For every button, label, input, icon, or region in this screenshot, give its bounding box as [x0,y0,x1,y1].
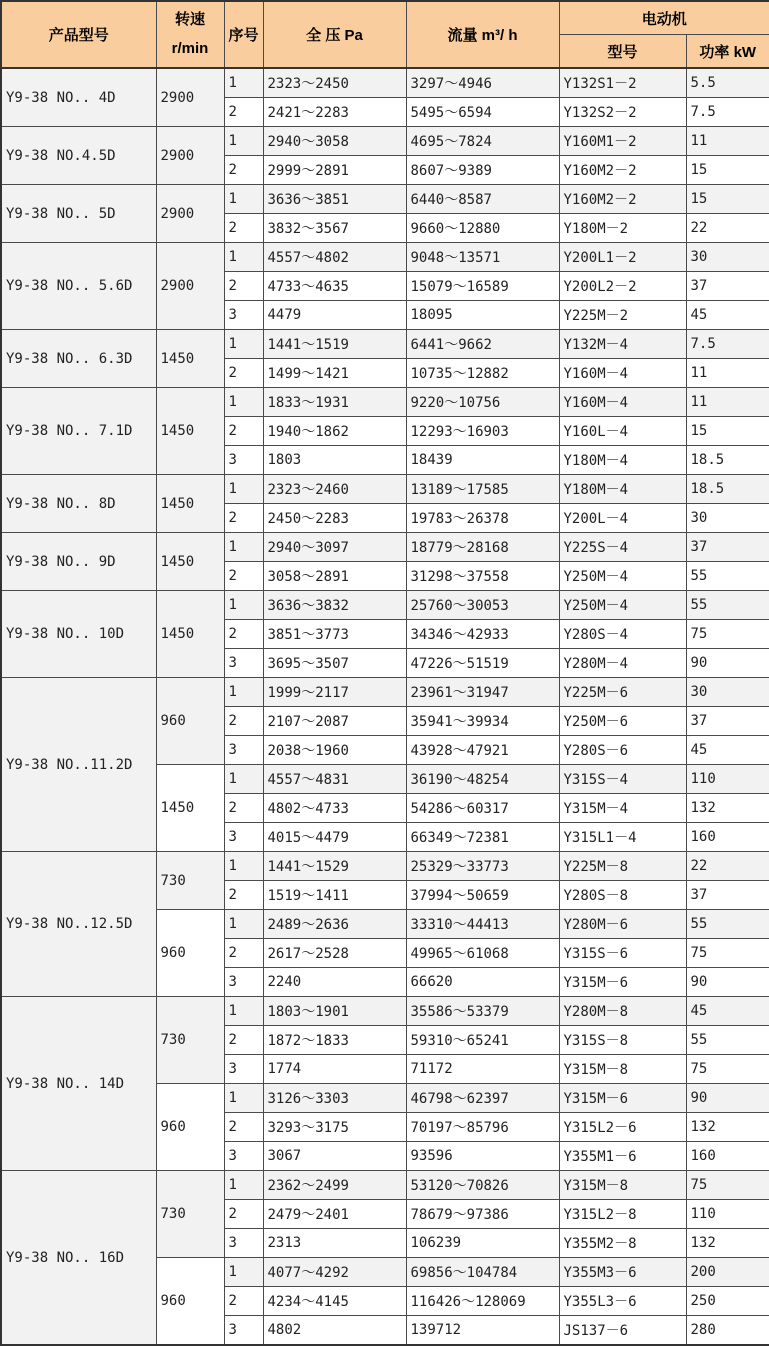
serial-cell: 1 [224,591,263,620]
table-row [1,68,769,98]
serial-cell: 1 [224,475,263,504]
col-header-serial: 序号 [224,1,263,68]
motor-power-cell: 37 [686,881,769,910]
product-model-cell: Y9-38 NO.. 8D [1,475,156,533]
flow-cell: 37994～50659 [406,881,559,910]
flow-cell: 70197～85796 [406,1113,559,1142]
motor-power-cell: 90 [686,1084,769,1113]
pressure-cell: 3695～3507 [263,649,406,678]
col-header-flow: 流量 m³/ h [406,1,559,68]
serial-cell: 2 [224,359,263,388]
serial-cell: 3 [224,736,263,765]
serial-cell: 2 [224,272,263,301]
pressure-cell: 4557～4831 [263,765,406,794]
pressure-cell: 4077～4292 [263,1258,406,1287]
pressure-cell: 4733～4635 [263,272,406,301]
motor-model-cell: Y132M－4 [559,330,686,359]
flow-cell: 9220～10756 [406,388,559,417]
col-header-motor-model: 型号 [559,35,686,69]
motor-power-cell: 90 [686,649,769,678]
pressure-cell: 1833～1931 [263,388,406,417]
pressure-cell: 2999～2891 [263,156,406,185]
speed-cell: 2900 [156,243,224,330]
motor-model-cell: Y160L－4 [559,417,686,446]
motor-power-cell: 22 [686,852,769,881]
col-header-motor-power: 功率 kW [686,35,769,69]
product-model-cell: Y9-38 NO.. 5.6D [1,243,156,330]
pressure-cell: 2362～2499 [263,1171,406,1200]
motor-model-cell: Y132S1－2 [559,68,686,98]
flow-cell: 35941～39934 [406,707,559,736]
motor-model-cell: Y200L1－2 [559,243,686,272]
speed-cell: 960 [156,1258,224,1346]
product-model-cell: Y9-38 NO.. 5D [1,185,156,243]
flow-cell: 4695～7824 [406,127,559,156]
table-row [1,475,769,504]
motor-power-cell: 15 [686,417,769,446]
pressure-cell: 1872～1833 [263,1026,406,1055]
speed-cell: 730 [156,852,224,910]
speed-cell: 1450 [156,330,224,388]
flow-cell: 18779～28168 [406,533,559,562]
product-model-cell: Y9-38 NO.. 9D [1,533,156,591]
serial-cell: 1 [224,852,263,881]
motor-power-cell: 110 [686,1200,769,1229]
serial-cell: 2 [224,214,263,243]
pressure-cell: 1441～1529 [263,852,406,881]
table-row [1,388,769,417]
serial-cell: 1 [224,997,263,1026]
motor-model-cell: Y225M－8 [559,852,686,881]
serial-cell: 2 [224,1200,263,1229]
product-model-cell: Y9-38 NO.. 10D [1,591,156,678]
serial-cell: 2 [224,620,263,649]
motor-model-cell: Y180M－4 [559,446,686,475]
table-row [1,185,769,214]
motor-model-cell: Y315L1－4 [559,823,686,852]
motor-model-cell: Y160M－4 [559,388,686,417]
motor-power-cell: 22 [686,214,769,243]
motor-power-cell: 45 [686,736,769,765]
serial-cell: 1 [224,127,263,156]
speed-cell: 730 [156,1171,224,1258]
table-row [1,1171,769,1200]
pressure-cell: 3851～3773 [263,620,406,649]
col-header-speed-label: 转速 [174,11,205,28]
pressure-cell: 1499～1421 [263,359,406,388]
flow-cell: 19783～26378 [406,504,559,533]
pressure-cell: 4802 [263,1316,406,1346]
flow-cell: 35586～53379 [406,997,559,1026]
table-row [1,852,769,881]
serial-cell: 2 [224,504,263,533]
flow-cell: 46798～62397 [406,1084,559,1113]
flow-cell: 9660～12880 [406,214,559,243]
pressure-cell: 2617～2528 [263,939,406,968]
motor-model-cell: Y160M－4 [559,359,686,388]
motor-power-cell: 132 [686,1113,769,1142]
motor-power-cell: 55 [686,591,769,620]
product-model-cell: Y9-38 NO..11.2D [1,678,156,852]
motor-power-cell: 11 [686,388,769,417]
serial-cell: 1 [224,68,263,98]
speed-cell: 960 [156,910,224,997]
serial-cell: 3 [224,1316,263,1346]
pressure-cell: 3293～3175 [263,1113,406,1142]
serial-cell: 1 [224,388,263,417]
motor-power-cell: 160 [686,1142,769,1171]
pressure-cell: 4015～4479 [263,823,406,852]
motor-power-cell: 75 [686,939,769,968]
serial-cell: 1 [224,533,263,562]
flow-cell: 116426～128069 [406,1287,559,1316]
table-row [1,678,769,707]
motor-power-cell: 5.5 [686,68,769,98]
motor-model-cell: Y160M1－2 [559,127,686,156]
table-row [1,533,769,562]
pressure-cell: 1999～2117 [263,678,406,707]
pressure-cell: 2940～3058 [263,127,406,156]
pressure-cell: 1803 [263,446,406,475]
motor-model-cell: Y315S－8 [559,1026,686,1055]
motor-power-cell: 75 [686,620,769,649]
flow-cell: 5495～6594 [406,98,559,127]
flow-cell: 71172 [406,1055,559,1084]
motor-power-cell: 37 [686,272,769,301]
speed-cell: 1450 [156,765,224,852]
serial-cell: 1 [224,1171,263,1200]
motor-power-cell: 30 [686,504,769,533]
product-model-cell: Y9-38 NO..12.5D [1,852,156,997]
speed-cell: 960 [156,1084,224,1171]
motor-power-cell: 55 [686,562,769,591]
pressure-cell: 2107～2087 [263,707,406,736]
motor-power-cell: 55 [686,1026,769,1055]
serial-cell: 2 [224,98,263,127]
serial-cell: 3 [224,968,263,997]
motor-power-cell: 18.5 [686,475,769,504]
flow-cell: 10735～12882 [406,359,559,388]
motor-model-cell: Y132S2－2 [559,98,686,127]
table-row [1,330,769,359]
motor-model-cell: Y200L2－2 [559,272,686,301]
motor-power-cell: 7.5 [686,330,769,359]
serial-cell: 3 [224,446,263,475]
col-header-speed-unit: r/min [171,39,209,57]
pressure-cell: 1774 [263,1055,406,1084]
motor-power-cell: 30 [686,678,769,707]
flow-cell: 106239 [406,1229,559,1258]
motor-power-cell: 45 [686,301,769,330]
product-model-cell: Y9-38 NO.4.5D [1,127,156,185]
pressure-cell: 4479 [263,301,406,330]
motor-model-cell: Y280S－6 [559,736,686,765]
motor-power-cell: 200 [686,1258,769,1287]
serial-cell: 1 [224,678,263,707]
flow-cell: 34346～42933 [406,620,559,649]
serial-cell: 1 [224,910,263,939]
motor-model-cell: Y280S－8 [559,881,686,910]
flow-cell: 25760～30053 [406,591,559,620]
motor-model-cell: Y180M－2 [559,214,686,243]
motor-power-cell: 110 [686,765,769,794]
pressure-cell: 3126～3303 [263,1084,406,1113]
flow-cell: 12293～16903 [406,417,559,446]
serial-cell: 1 [224,243,263,272]
flow-cell: 13189～17585 [406,475,559,504]
motor-model-cell: Y280S－4 [559,620,686,649]
motor-model-cell: Y180M－4 [559,475,686,504]
motor-power-cell: 55 [686,910,769,939]
serial-cell: 2 [224,156,263,185]
flow-cell: 6441～9662 [406,330,559,359]
pressure-cell: 3636～3851 [263,185,406,214]
motor-model-cell: Y355L3－6 [559,1287,686,1316]
speed-cell: 1450 [156,591,224,678]
flow-cell: 33310～44413 [406,910,559,939]
motor-model-cell: Y250M－4 [559,562,686,591]
pressure-cell: 2479～2401 [263,1200,406,1229]
product-model-cell: Y9-38 NO.. 6.3D [1,330,156,388]
motor-model-cell: Y250M－6 [559,707,686,736]
speed-cell: 730 [156,997,224,1084]
flow-cell: 43928～47921 [406,736,559,765]
col-header-product-model: 产品型号 [1,1,156,68]
flow-cell: 15079～16589 [406,272,559,301]
pressure-cell: 2489～2636 [263,910,406,939]
speed-cell: 2900 [156,68,224,127]
serial-cell: 3 [224,301,263,330]
motor-power-cell: 11 [686,127,769,156]
motor-power-cell: 37 [686,533,769,562]
serial-cell: 2 [224,939,263,968]
flow-cell: 59310～65241 [406,1026,559,1055]
pressure-cell: 1940～1862 [263,417,406,446]
pressure-cell: 4234～4145 [263,1287,406,1316]
flow-cell: 53120～70826 [406,1171,559,1200]
pressure-cell: 2450～2283 [263,504,406,533]
flow-cell: 78679～97386 [406,1200,559,1229]
motor-model-cell: Y160M2－2 [559,185,686,214]
pressure-cell: 3832～3567 [263,214,406,243]
pressure-cell: 4557～4802 [263,243,406,272]
pressure-cell: 4802～4733 [263,794,406,823]
pressure-cell: 1519～1411 [263,881,406,910]
serial-cell: 1 [224,765,263,794]
speed-cell: 960 [156,678,224,765]
motor-model-cell: Y315L2－8 [559,1200,686,1229]
motor-power-cell: 160 [686,823,769,852]
serial-cell: 3 [224,649,263,678]
motor-model-cell: Y315M－4 [559,794,686,823]
flow-cell: 9048～13571 [406,243,559,272]
serial-cell: 2 [224,1113,263,1142]
motor-model-cell: JS137－6 [559,1316,686,1346]
flow-cell: 3297～4946 [406,68,559,98]
motor-model-cell: Y355M2－8 [559,1229,686,1258]
motor-model-cell: Y160M2－2 [559,156,686,185]
table-row [1,127,769,156]
motor-model-cell: Y355M3－6 [559,1258,686,1287]
pressure-cell: 3067 [263,1142,406,1171]
motor-power-cell: 75 [686,1171,769,1200]
product-model-cell: Y9-38 NO.. 14D [1,997,156,1171]
motor-model-cell: Y315S－6 [559,939,686,968]
serial-cell: 3 [224,1142,263,1171]
serial-cell: 2 [224,707,263,736]
speed-cell: 2900 [156,127,224,185]
motor-model-cell: Y225M－6 [559,678,686,707]
pressure-cell: 1803～1901 [263,997,406,1026]
pressure-cell: 2038～1960 [263,736,406,765]
pressure-cell: 2323～2450 [263,68,406,98]
flow-cell: 8607～9389 [406,156,559,185]
motor-power-cell: 7.5 [686,98,769,127]
pressure-cell: 2240 [263,968,406,997]
spec-table-body [1,68,769,1345]
col-header-motor: 电动机 [559,1,769,35]
serial-cell: 1 [224,1258,263,1287]
flow-cell: 66349～72381 [406,823,559,852]
flow-cell: 25329～33773 [406,852,559,881]
table-header [1,1,769,68]
product-model-cell: Y9-38 NO.. 4D [1,68,156,127]
table-row [1,997,769,1026]
product-model-cell: Y9-38 NO.. 7.1D [1,388,156,475]
motor-power-cell: 132 [686,794,769,823]
col-header-speed [156,1,224,68]
motor-model-cell: Y315M－6 [559,968,686,997]
col-header-pressure: 全 压 Pa [263,1,406,68]
motor-power-cell: 280 [686,1316,769,1346]
motor-model-cell: Y355M1－6 [559,1142,686,1171]
serial-cell: 3 [224,1229,263,1258]
motor-power-cell: 75 [686,1055,769,1084]
motor-model-cell: Y225S－4 [559,533,686,562]
serial-cell: 1 [224,185,263,214]
pressure-cell: 1441～1519 [263,330,406,359]
serial-cell: 1 [224,330,263,359]
flow-cell: 49965～61068 [406,939,559,968]
motor-model-cell: Y315M－8 [559,1171,686,1200]
motor-power-cell: 132 [686,1229,769,1258]
motor-power-cell: 37 [686,707,769,736]
motor-model-cell: Y280M－6 [559,910,686,939]
pressure-cell: 3058～2891 [263,562,406,591]
motor-model-cell: Y315M－6 [559,1084,686,1113]
serial-cell: 2 [224,794,263,823]
speed-cell: 1450 [156,475,224,533]
pressure-cell: 2421～2283 [263,98,406,127]
motor-power-cell: 250 [686,1287,769,1316]
flow-cell: 47226～51519 [406,649,559,678]
motor-power-cell: 15 [686,185,769,214]
motor-power-cell: 15 [686,156,769,185]
motor-power-cell: 45 [686,997,769,1026]
speed-cell: 1450 [156,533,224,591]
flow-cell: 139712 [406,1316,559,1346]
motor-model-cell: Y200L－4 [559,504,686,533]
flow-cell: 6440～8587 [406,185,559,214]
motor-model-cell: Y315M－8 [559,1055,686,1084]
motor-model-cell: Y250M－4 [559,591,686,620]
flow-cell: 31298～37558 [406,562,559,591]
flow-cell: 54286～60317 [406,794,559,823]
motor-model-cell: Y315L2－6 [559,1113,686,1142]
motor-power-cell: 11 [686,359,769,388]
serial-cell: 2 [224,881,263,910]
motor-model-cell: Y280M－8 [559,997,686,1026]
serial-cell: 1 [224,1084,263,1113]
speed-cell: 1450 [156,388,224,475]
motor-power-cell: 30 [686,243,769,272]
motor-model-cell: Y225M－2 [559,301,686,330]
serial-cell: 3 [224,823,263,852]
pressure-cell: 2940～3097 [263,533,406,562]
flow-cell: 93596 [406,1142,559,1171]
flow-cell: 18095 [406,301,559,330]
pressure-cell: 2323～2460 [263,475,406,504]
serial-cell: 3 [224,1055,263,1084]
motor-model-cell: Y280M－4 [559,649,686,678]
serial-cell: 2 [224,1026,263,1055]
motor-power-cell: 90 [686,968,769,997]
motor-power-cell: 18.5 [686,446,769,475]
flow-cell: 66620 [406,968,559,997]
serial-cell: 2 [224,417,263,446]
serial-cell: 2 [224,1287,263,1316]
flow-cell: 69856～104784 [406,1258,559,1287]
pressure-cell: 3636～3832 [263,591,406,620]
flow-cell: 18439 [406,446,559,475]
table-row [1,591,769,620]
flow-cell: 36190～48254 [406,765,559,794]
pressure-cell: 2313 [263,1229,406,1258]
motor-model-cell: Y315S－4 [559,765,686,794]
flow-cell: 23961～31947 [406,678,559,707]
table-row [1,243,769,272]
serial-cell: 2 [224,562,263,591]
product-model-cell: Y9-38 NO.. 16D [1,1171,156,1346]
speed-cell: 2900 [156,185,224,243]
